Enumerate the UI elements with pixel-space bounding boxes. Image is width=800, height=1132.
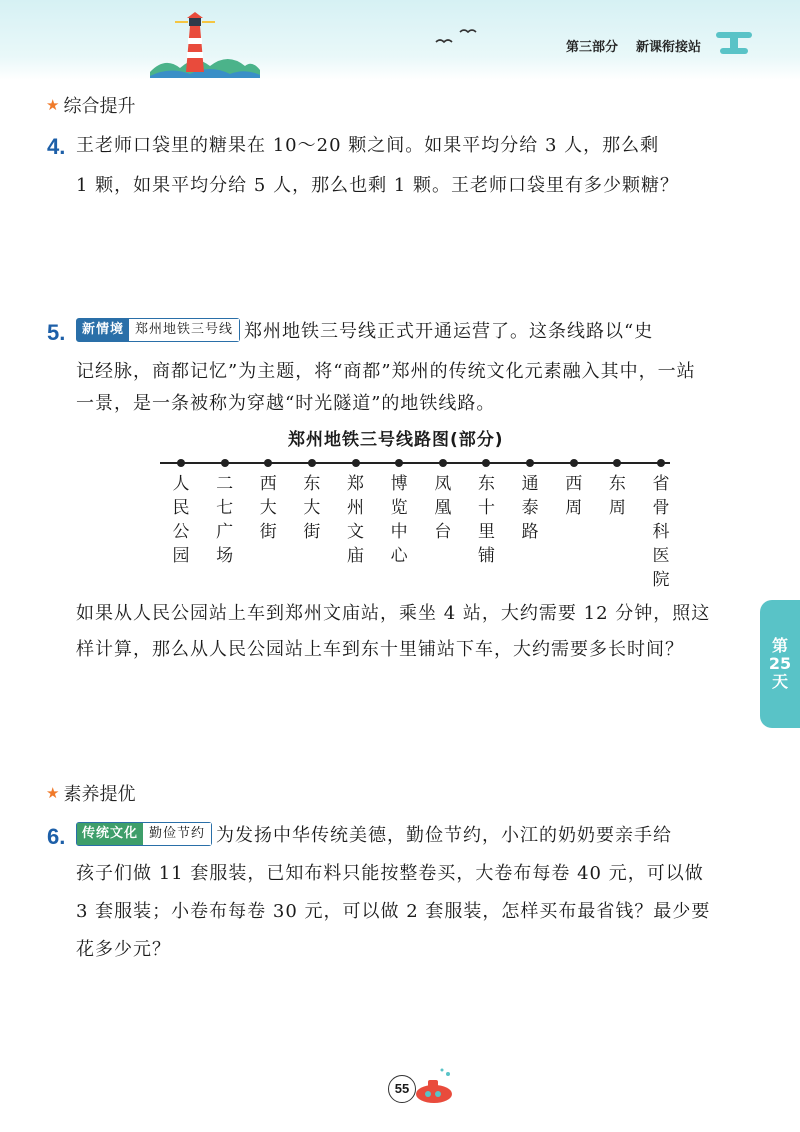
station-dot	[439, 459, 447, 467]
station-name: 通 泰 路	[521, 474, 539, 542]
question-6-line-3: 3 套服装；小卷布每卷 30 元，可以做 2 套服装，怎样买布最省钱？最少要	[76, 901, 711, 922]
question-5-after-line-2: 样计算，那么从人民公园站上车到东十里铺站下车，大约需要多长时间？	[76, 639, 684, 660]
station-name: 郑 州 文 庙	[347, 474, 365, 566]
header-logo-icon	[712, 26, 756, 56]
station-name: 省 骨 科 医 院	[652, 474, 670, 590]
question-4-line-2: 1 颗，如果平均分给 5 人，那么也剩 1 颗。王老师口袋里有多少颗糖？	[76, 175, 679, 196]
day-side-tab	[760, 600, 800, 728]
question-6-text-1: 为发扬中华传统美德，勤俭节约，小江的奶奶要亲手给	[216, 825, 673, 846]
question-6-line-2: 孩子们做 11 套服装，已知布料只能按整卷买，大卷布每卷 40 元，可以做	[76, 863, 704, 884]
station-dot	[526, 459, 534, 467]
header-course-label: 新课衔接站	[636, 40, 702, 55]
question-number-4: 4.	[47, 134, 66, 159]
section-title-literacy	[46, 780, 135, 806]
metro-map-title: 郑州地铁三号线路图(部分)	[288, 430, 504, 450]
tag-sub: 勤俭节约	[143, 823, 211, 845]
question-6-line-4: 花多少元？	[76, 939, 171, 960]
lighthouse-icon	[170, 12, 220, 82]
station-dot	[395, 459, 403, 467]
station-dot	[657, 459, 665, 467]
question-number-6: 6.	[47, 824, 66, 849]
station-dot	[613, 459, 621, 467]
traditional-culture-tag	[76, 822, 212, 846]
section-title-text: 综合提升	[63, 96, 136, 117]
tag-lead: 传统文化	[77, 823, 143, 845]
station-name: 二 七 广 场	[216, 474, 234, 566]
question-6-line-1	[76, 816, 672, 856]
station-dot	[352, 459, 360, 467]
question-5-line-3: 一景，是一条被称为穿越“时光隧道”的地铁线路。	[76, 393, 496, 414]
question-5-line-1	[76, 312, 653, 352]
station-name: 西 大 街	[259, 474, 277, 542]
metro-line	[160, 462, 670, 464]
star-icon: ★	[46, 96, 60, 114]
question-4-line-1: 王老师口袋里的糖果在 10～20 颗之间。如果平均分给 3 人，那么剩	[76, 135, 660, 156]
station-name: 博 览 中 心	[390, 474, 408, 566]
side-tab-prefix: 第	[771, 636, 788, 655]
question-5-line-2: 记经脉，商都记忆”为主题，将“商都”郑州的传统文化元素融入其中，一站	[76, 361, 696, 382]
section-title-comprehensive	[46, 92, 135, 118]
station-dot	[570, 459, 578, 467]
station-name: 凤 凰 台	[434, 474, 452, 542]
station-name: 西 周	[565, 474, 583, 518]
station-dot	[264, 459, 272, 467]
new-scenario-tag	[76, 318, 240, 342]
station-dot	[308, 459, 316, 467]
header-part-label: 第三部分	[566, 40, 619, 55]
tag-lead: 新情境	[77, 319, 129, 341]
station-name: 东 大 街	[303, 474, 321, 542]
side-tab-suffix: 天	[771, 672, 788, 691]
question-5-text-1: 郑州地铁三号线正式开通运营了。这条线路以“史	[244, 321, 654, 342]
station-name: 东 周	[608, 474, 626, 518]
station-dot	[221, 459, 229, 467]
star-icon: ★	[46, 784, 60, 802]
station-name: 东 十 里 铺	[477, 474, 495, 566]
section-title-text: 素养提优	[63, 784, 136, 805]
station-dot	[482, 459, 490, 467]
birds-icon	[432, 24, 482, 46]
page-number: 55	[388, 1075, 416, 1103]
question-number-5: 5.	[47, 320, 66, 345]
question-5-after-line-1: 如果从人民公园站上车到郑州文庙站，乘坐 4 站，大约需要 12 分钟，照这	[76, 603, 711, 624]
tag-sub: 郑州地铁三号线	[129, 319, 239, 341]
station-dot	[177, 459, 185, 467]
station-name: 人 民 公 园	[172, 474, 190, 566]
side-tab-day: 25	[768, 654, 792, 673]
